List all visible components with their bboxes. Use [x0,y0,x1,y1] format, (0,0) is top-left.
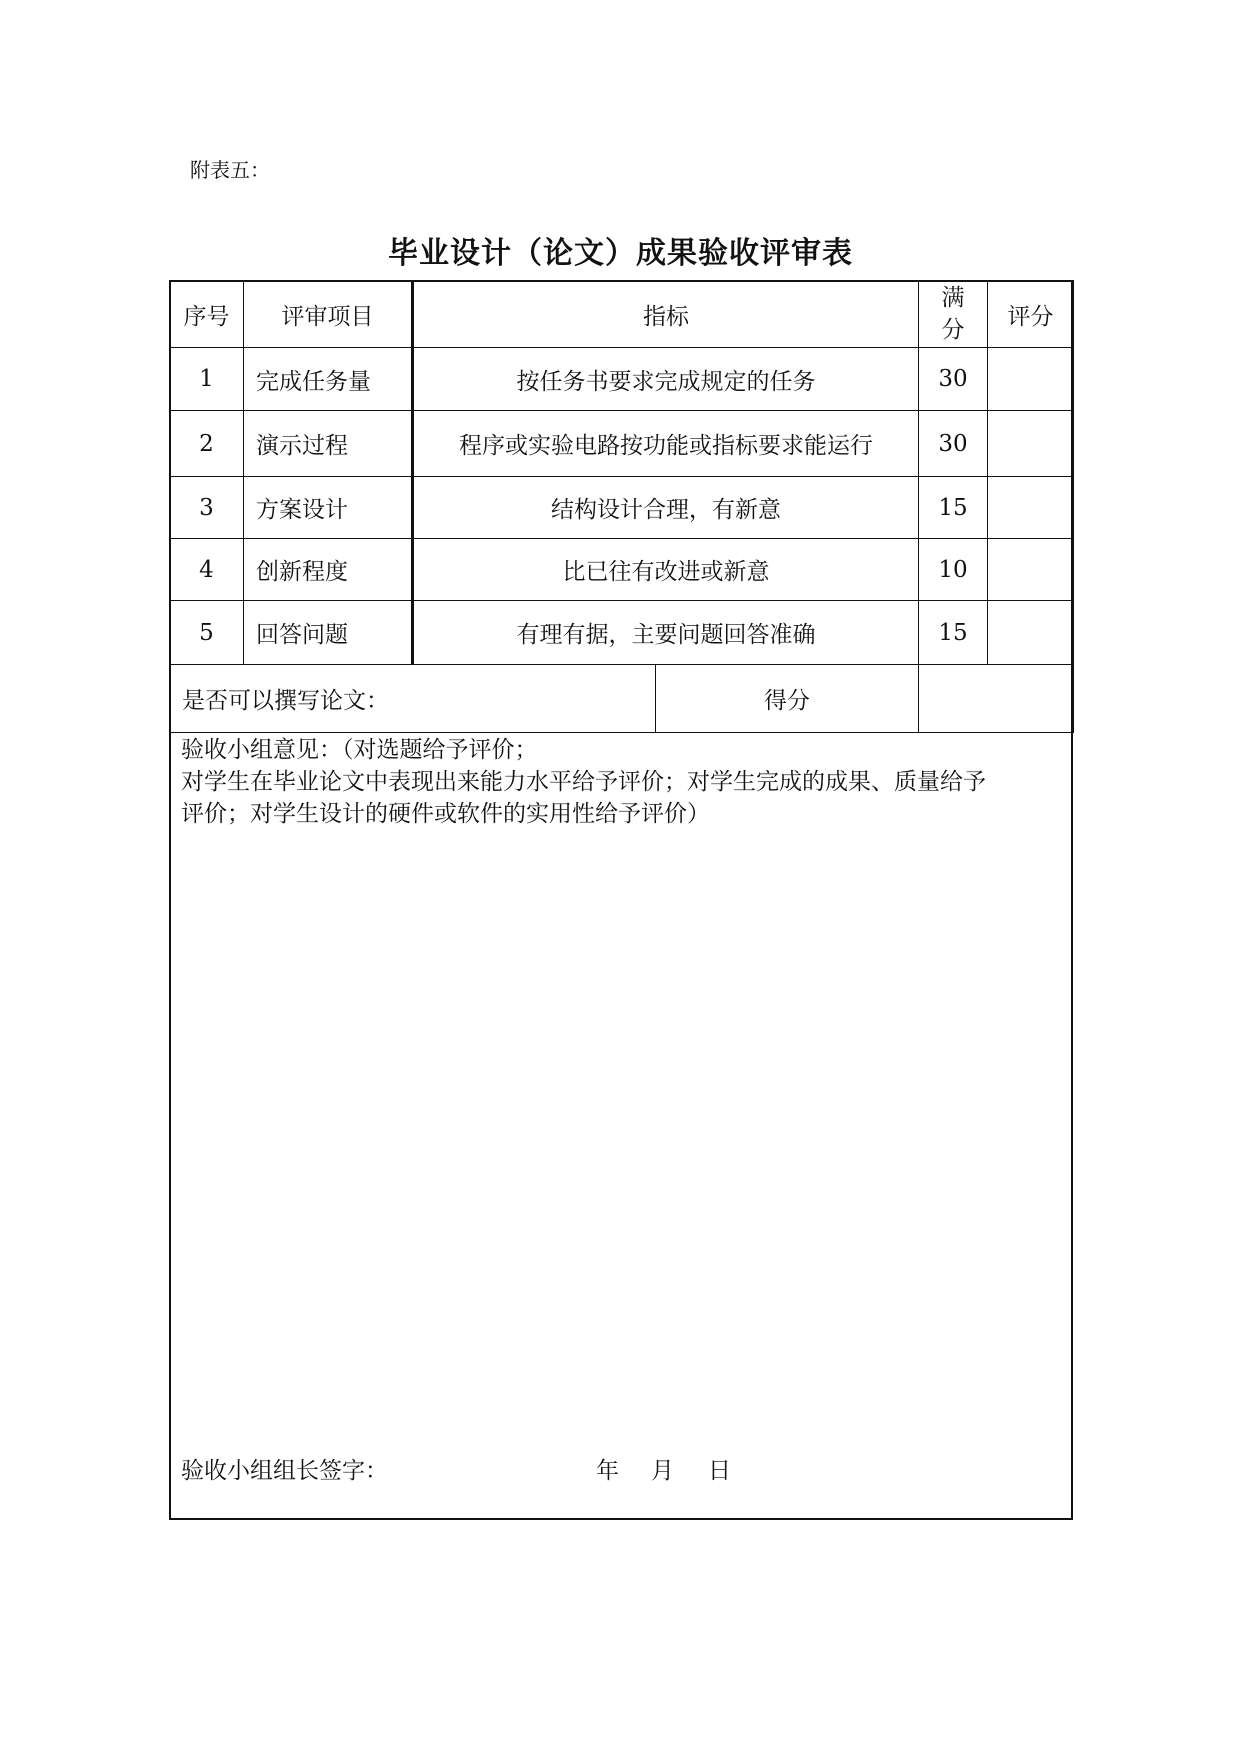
header-score: 评分 [988,281,1074,348]
row-no: 4 [170,539,244,601]
row-score-cell[interactable] [988,411,1074,477]
row-no: 2 [170,411,244,477]
header-indicator: 指标 [413,281,919,348]
row-item: 演示过程 [244,411,413,477]
row-full-score: 30 [919,348,988,411]
appendix-label: 附表五： [190,158,270,182]
row-full-score: 30 [919,411,988,477]
table-row [170,411,1074,477]
document-title: 毕业设计（论文）成果验收评审表 [388,236,853,271]
row-item: 完成任务量 [244,348,413,411]
row-indicator: 有理有据，主要问题回答准确 [413,601,919,665]
header-full-score-top: 满 [941,285,965,311]
opinion-line-3: 评价；对学生设计的硬件或软件的实用性给予评价） [181,801,710,827]
row-indicator: 按任务书要求完成规定的任务 [413,348,919,411]
leader-signature-label: 验收小组组长签字： [181,1458,388,1484]
opinion-line-1: 验收小组意见：（对选题给予评价； [181,737,538,763]
row-no: 1 [170,348,244,411]
table-row [170,477,1074,539]
row-full-score: 10 [919,539,988,601]
row-indicator: 比已往有改进或新意 [413,539,919,601]
row-score-cell[interactable] [988,539,1074,601]
table-row [170,539,1074,601]
row-full-score: 15 [919,601,988,665]
row-item: 方案设计 [244,477,413,539]
row-score-cell[interactable] [988,348,1074,411]
row-item: 回答问题 [244,601,413,665]
header-full-score [919,281,988,348]
header-item: 评审项目 [244,281,413,348]
table-row [170,601,1074,665]
row-no: 5 [170,601,244,665]
evaluation-table [169,280,1074,733]
header-no: 序号 [170,281,244,348]
date-year: 年 [596,1458,619,1484]
date-month: 月 [651,1458,674,1484]
opinion-line-2: 对学生在毕业论文中表现出来能力水平给予评价；对学生完成的成果、质量给予 [181,769,986,795]
table-header-row [170,281,1074,348]
row-score-cell[interactable] [988,477,1074,539]
row-item: 创新程度 [244,539,413,601]
row-no: 3 [170,477,244,539]
total-score-cell[interactable] [919,665,1074,733]
row-indicator: 程序或实验电路按功能或指标要求能运行 [413,411,919,477]
row-indicator: 结构设计合理，有新意 [413,477,919,539]
opinion-box[interactable] [169,730,1073,1520]
header-full-score-bottom: 分 [941,317,965,343]
thesis-question[interactable]: 是否可以撰写论文： [170,665,656,733]
total-row [170,665,1074,733]
table-row [170,348,1074,411]
row-full-score: 15 [919,477,988,539]
date-day: 日 [708,1458,731,1484]
row-score-cell[interactable] [988,601,1074,665]
total-label: 得分 [656,665,919,733]
